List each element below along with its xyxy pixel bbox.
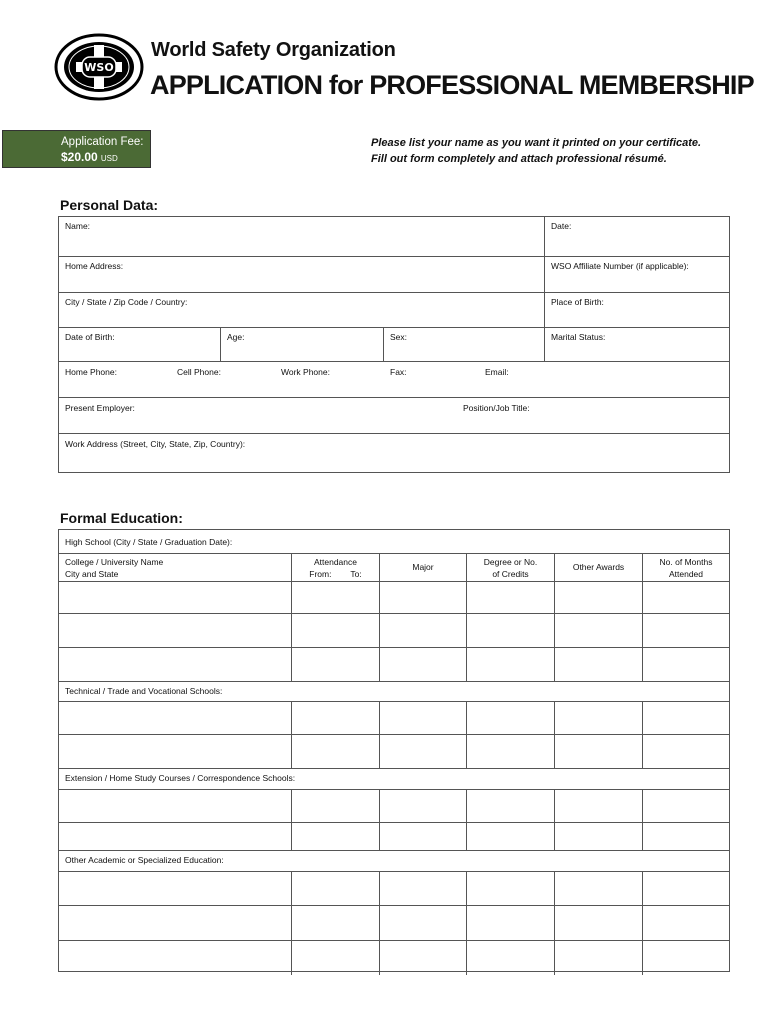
column-divider (642, 790, 643, 822)
technical-schools-label: Technical / Trade and Vocational Schools: (65, 686, 223, 696)
column-divider (642, 823, 643, 850)
column-divider (291, 735, 292, 768)
college-header-line2: City and State (65, 569, 119, 579)
column-divider (642, 872, 643, 905)
cell-phone-label: Cell Phone: (177, 367, 221, 377)
column-divider (554, 872, 555, 905)
column-divider (291, 906, 292, 940)
application-fee-badge (2, 130, 151, 168)
date-of-birth-field[interactable] (59, 328, 220, 361)
column-divider (291, 872, 292, 905)
other-education-label: Other Academic or Specialized Education: (65, 855, 224, 865)
affiliate-number-label: WSO Affiliate Number (if applicable): (551, 261, 689, 271)
age-label: Age: (227, 332, 245, 342)
column-divider (379, 702, 380, 734)
college-row[interactable] (59, 582, 729, 614)
technical-schools-section (59, 682, 729, 702)
sex-field[interactable] (383, 328, 544, 361)
college-header (59, 554, 291, 581)
months-header (642, 554, 729, 581)
fee-currency: USD (100, 154, 118, 163)
education-table (58, 529, 730, 972)
column-divider (291, 823, 292, 850)
column-divider (466, 790, 467, 822)
formal-education-heading: Formal Education: (60, 510, 183, 526)
fax-label: Fax: (390, 367, 407, 377)
column-divider (466, 872, 467, 905)
affiliate-number-field[interactable] (544, 257, 729, 292)
date-of-birth-label: Date of Birth: (65, 332, 115, 342)
place-of-birth-field[interactable] (544, 293, 729, 327)
personal-data-heading: Personal Data: (60, 197, 159, 213)
other-education-row[interactable] (59, 941, 729, 975)
column-divider (466, 648, 467, 681)
column-divider (379, 790, 380, 822)
job-title-label: Position/Job Title: (463, 403, 530, 413)
column-divider (554, 614, 555, 647)
wso-logo (54, 33, 144, 101)
sex-label: Sex: (390, 332, 408, 342)
degree-header-line1: Degree or No. (483, 557, 538, 567)
home-phone-label: Home Phone: (65, 367, 117, 377)
extension-section (59, 769, 729, 790)
organization-name: World Safety Organization (151, 39, 396, 61)
college-row[interactable] (59, 614, 729, 648)
column-divider (554, 735, 555, 768)
column-divider (554, 648, 555, 681)
name-label: Name: (65, 221, 91, 231)
name-field[interactable] (59, 217, 544, 256)
instructions (371, 135, 701, 167)
college-header-line1: College / University Name (65, 557, 164, 567)
other-education-row[interactable] (59, 872, 729, 906)
extension-row[interactable] (59, 823, 729, 851)
form-title: APPLICATION for PROFESSIONAL MEMBERSHIP (150, 70, 754, 100)
city-state-zip-field[interactable] (59, 293, 544, 327)
present-employer-label: Present Employer: (65, 403, 135, 413)
column-divider (379, 582, 380, 613)
column-divider (291, 702, 292, 734)
column-divider (554, 702, 555, 734)
column-divider (466, 702, 467, 734)
column-divider (379, 941, 380, 975)
email-label: Email: (485, 367, 509, 377)
months-header-line2: Attended (668, 569, 704, 579)
city-state-zip-label: City / State / Zip Code / Country: (65, 297, 188, 307)
work-phone-label: Work Phone: (281, 367, 330, 377)
employer-row[interactable] (59, 398, 729, 434)
column-divider (642, 735, 643, 768)
column-divider (642, 614, 643, 647)
column-divider (466, 582, 467, 613)
attendance-header (291, 554, 379, 581)
major-header: Major (379, 554, 466, 581)
column-divider (379, 648, 380, 681)
column-divider (642, 906, 643, 940)
extension-label: Extension / Home Study Courses / Correspondence Schools: (65, 773, 296, 783)
column-divider (379, 823, 380, 850)
other-education-row[interactable] (59, 906, 729, 941)
high-school-label: High School (City / State / Graduation Date): (65, 537, 233, 547)
work-address-label: Work Address (Street, City, State, Zip, Country): (65, 439, 246, 449)
column-divider (379, 906, 380, 940)
date-field[interactable] (544, 217, 729, 256)
fee-amount: $20.00 (61, 150, 98, 164)
personal-data-table (58, 216, 730, 473)
education-header-row (59, 554, 729, 582)
column-divider (379, 872, 380, 905)
column-divider (291, 582, 292, 613)
technical-row[interactable] (59, 735, 729, 769)
column-divider (466, 735, 467, 768)
attendance-label: Attendance (313, 557, 357, 567)
date-label: Date: (551, 221, 572, 231)
college-row[interactable] (59, 648, 729, 682)
months-header-line1: No. of Months (659, 557, 713, 567)
column-divider (291, 941, 292, 975)
svg-text:WSO: WSO (84, 61, 114, 74)
from-label: From: (309, 569, 332, 579)
column-divider (291, 790, 292, 822)
column-divider (554, 582, 555, 613)
extension-row[interactable] (59, 790, 729, 823)
phone-row[interactable] (59, 362, 729, 398)
other-education-section (59, 851, 729, 872)
high-school-field[interactable] (59, 530, 729, 554)
marital-status-label: Marital Status: (551, 332, 606, 342)
instruction-line-1: Please list your name as you want it printed on your certificate. (371, 137, 702, 149)
home-address-field[interactable] (59, 257, 544, 292)
column-divider (466, 941, 467, 975)
column-divider (466, 906, 467, 940)
column-divider (554, 906, 555, 940)
place-of-birth-label: Place of Birth: (551, 297, 604, 307)
age-field[interactable] (220, 328, 383, 361)
degree-header-line2: of Credits (492, 569, 529, 579)
technical-row[interactable] (59, 702, 729, 735)
work-address-field[interactable] (59, 434, 729, 472)
marital-status-field[interactable] (544, 328, 729, 361)
fee-label: Application Fee: (61, 136, 144, 148)
column-divider (466, 614, 467, 647)
degree-header (466, 554, 554, 581)
column-divider (642, 941, 643, 975)
column-divider (379, 735, 380, 768)
column-divider (379, 614, 380, 647)
awards-header: Other Awards (554, 554, 642, 581)
column-divider (554, 790, 555, 822)
column-divider (291, 614, 292, 647)
instruction-line-2: Fill out form completely and attach professional résumé. (371, 153, 667, 165)
column-divider (642, 648, 643, 681)
column-divider (466, 823, 467, 850)
to-label: To: (350, 569, 362, 579)
column-divider (291, 648, 292, 681)
column-divider (554, 941, 555, 975)
column-divider (642, 582, 643, 613)
column-divider (554, 823, 555, 850)
home-address-label: Home Address: (65, 261, 124, 271)
column-divider (642, 702, 643, 734)
